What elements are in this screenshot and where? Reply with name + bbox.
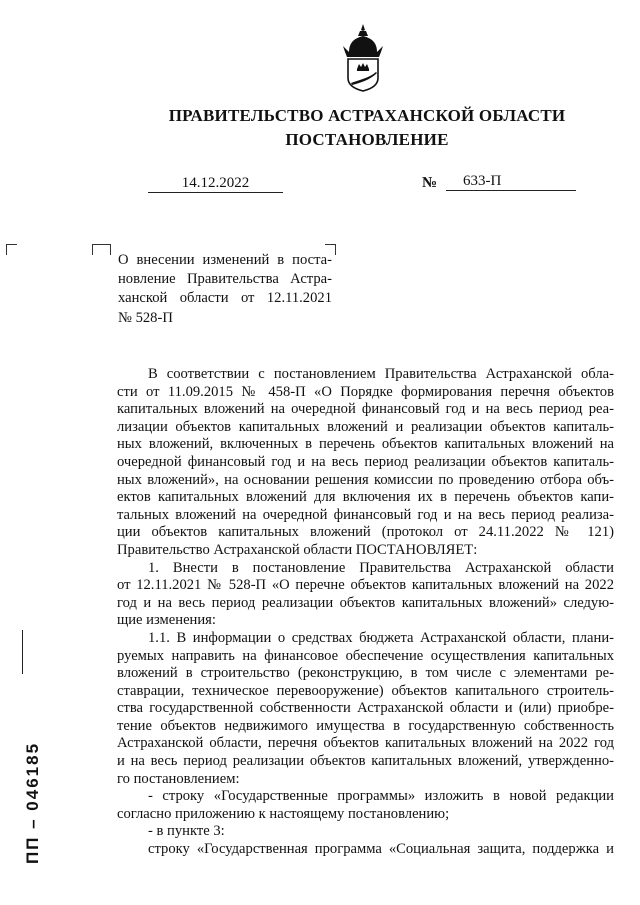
body-line: строку «Государственная программа «Социальная защита, поддержка и	[148, 841, 614, 858]
subject-line: О внесении изменений в поста-	[118, 252, 332, 268]
body-line: руемых направить на финансовое обеспечение осуществления капитальных	[117, 647, 614, 664]
document-type-title: ПОСТАНОВЛЕНИЕ	[285, 130, 449, 149]
margin-line	[22, 630, 23, 674]
body-line: ных вложений», на основании решения комиссии по проведению отбора объ-	[117, 471, 614, 488]
body-line: ектов капитальных вложений для включения их в перечень объектов капи-	[117, 489, 614, 506]
body-line: 1. Внести в постановление Правительства Астраханской области	[148, 559, 614, 576]
body-line: Астраханской области, перечня объектов капитальных вложений на 2022 год	[117, 735, 614, 752]
body-line: Правительство Астраханской области ПОСТАНОВЛЯЕТ:	[117, 541, 478, 558]
document-number: 633-П	[446, 172, 576, 191]
body-line: щие изменения:	[117, 612, 216, 629]
document-subject	[118, 251, 332, 328]
body-line: ции объектов капитальных вложений (протокол от 24.11.2022 № 121)	[117, 524, 614, 541]
body-line: вложений в строительство (реконструкцию, в том числе с элементами ре-	[117, 665, 614, 682]
body-line: - в пункте 3:	[148, 823, 225, 840]
corner-mark	[6, 244, 17, 255]
body-line: В соответствии с постановлением Правительства Астраханской обла-	[148, 366, 614, 382]
side-serial-stamp	[18, 718, 48, 888]
body-line: от 12.11.2021 № 528-П «О перечне объектов капитальных вложений на 2022	[117, 577, 614, 594]
body-line: очередной финансовый год и на весь период реализации объектов капиталь-	[117, 453, 614, 470]
body-line: ства государственной собственности Астраханской области и (или) приобре-	[117, 700, 614, 717]
coat-of-arms-icon	[339, 22, 387, 92]
corner-mark	[100, 244, 111, 255]
subject-line: № 528-П	[118, 309, 173, 326]
body-line: сти от 11.09.2015 № 458-П «О Порядке формирования перечня объектов	[117, 383, 614, 400]
document-date: 14.12.2022	[148, 174, 283, 193]
body-line: тение объектов недвижимого имущества в государственную собственность	[117, 717, 614, 734]
body-line: тальных вложений на очередной финансовый год и на весь период реализа-	[117, 506, 614, 523]
body-line: капитальных вложений на очередной финансовый год и на весь период реа-	[117, 401, 614, 418]
body-line: и на весь период реализации объектов капитальных вложений, утвержденно-	[117, 753, 614, 770]
body-line: согласно приложению к настоящему постановлению;	[117, 805, 450, 822]
body-line: год и на весь период реализации объектов капитальных вложений» следую-	[117, 594, 614, 611]
organization-title: ПРАВИТЕЛЬСТВО АСТРАХАНСКОЙ ОБЛАСТИ	[168, 106, 566, 125]
body-line: ставрации, техническое перевооружение) объектов капитального строитель-	[117, 682, 614, 699]
body-line: 1.1. В информации о средствах бюджета Астраханской области, плани-	[148, 629, 614, 646]
body-line: - строку «Государственные программы» изложить в новой редакции	[148, 788, 614, 805]
subject-line: ханской области от 12.11.2021	[118, 290, 332, 307]
serial-number: ПП – 046185	[23, 741, 42, 865]
document-body	[117, 366, 614, 859]
subject-line: новление Правительства Астра-	[118, 271, 332, 288]
body-line: лизации объектов капитальных вложений и реализации объектов капиталь-	[117, 418, 614, 435]
body-line: ных вложений, включенных в перечень объектов капитальных вложений на	[117, 436, 614, 453]
number-label: №	[422, 175, 438, 191]
body-line: го постановлением:	[117, 770, 240, 787]
